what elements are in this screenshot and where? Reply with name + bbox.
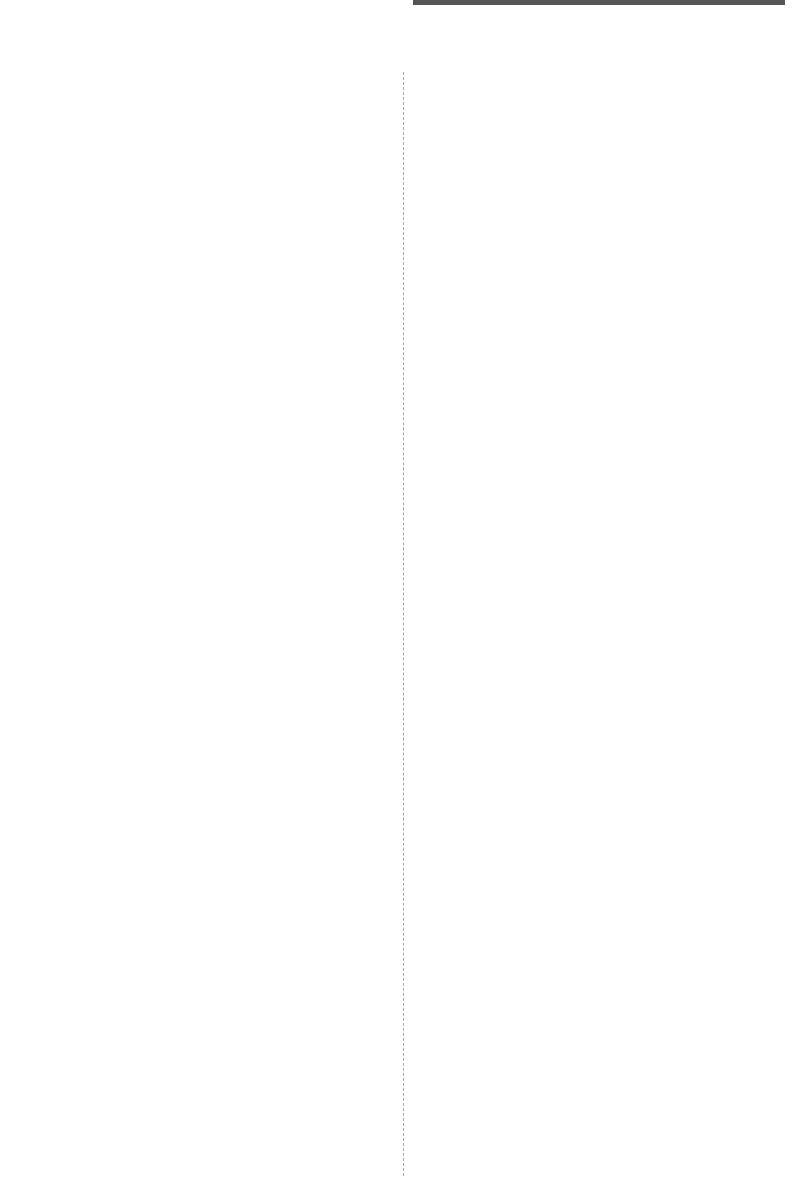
writing-line bbox=[413, 4, 785, 5]
reflection-lines bbox=[413, 0, 785, 5]
column-divider bbox=[403, 72, 404, 1176]
